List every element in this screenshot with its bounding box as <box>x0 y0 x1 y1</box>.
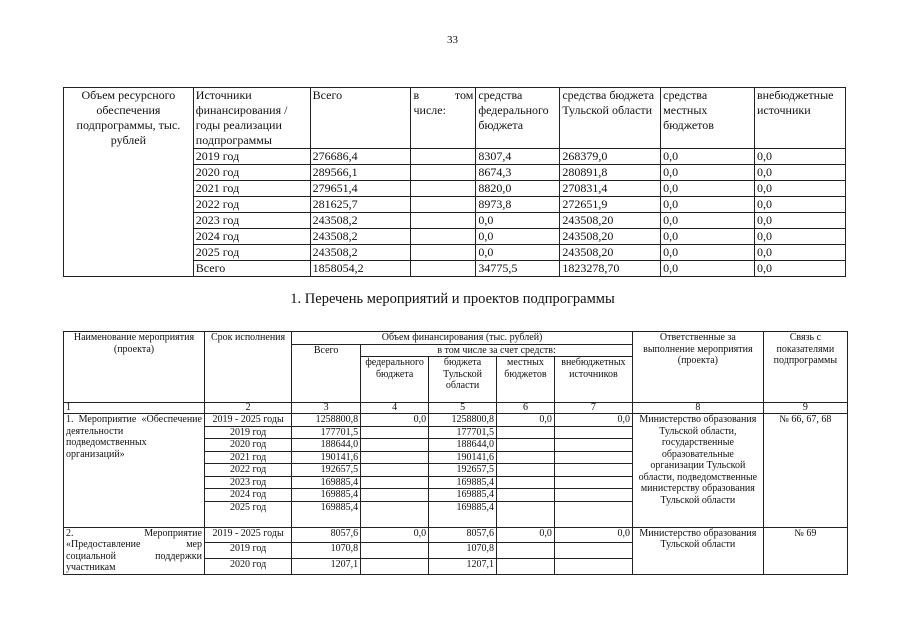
row-regional: 1823278,70 <box>560 261 661 277</box>
row-extra <box>554 439 632 452</box>
row-extra <box>554 464 632 477</box>
row-local <box>497 558 555 574</box>
header-total: Всего <box>310 88 411 149</box>
row-total: 289566,1 <box>310 165 411 181</box>
section-title: 1. Перечень мероприятий и проектов подпрограммы <box>290 291 615 307</box>
row-local: 0,0 <box>661 229 755 245</box>
row-total: 8057,6 <box>292 527 361 543</box>
row-total: 1858054,2 <box>310 261 411 277</box>
row-year: 2022 год <box>193 197 310 213</box>
col-number: 4 <box>361 403 429 414</box>
measure-2-name: 2. Мероприятие «Предоставление мер социальной поддержки участникам <box>64 527 205 574</box>
row-extra <box>554 426 632 439</box>
row-federal <box>361 464 429 477</box>
row-total: 177701,5 <box>292 426 361 439</box>
row-total: 281625,7 <box>310 197 411 213</box>
row-federal <box>361 543 429 559</box>
row-local: 0,0 <box>661 181 755 197</box>
col-number: 5 <box>429 403 497 414</box>
row-term: 2025 год <box>204 501 291 527</box>
row-total: 169885,4 <box>292 501 361 527</box>
row-extra <box>554 451 632 464</box>
row-federal: 0,0 <box>476 245 560 261</box>
row-year: 2023 год <box>193 213 310 229</box>
row-regional: 169885,4 <box>429 489 497 502</box>
row-federal <box>361 501 429 527</box>
row-local <box>497 451 555 464</box>
col-number: 8 <box>632 403 763 414</box>
row-regional: 192657,5 <box>429 464 497 477</box>
row-local <box>497 476 555 489</box>
header-volume: Объем финансирования (тыс. рублей) <box>292 332 633 345</box>
row-empty <box>411 197 476 213</box>
col-number: 3 <box>292 403 361 414</box>
row-empty <box>411 181 476 197</box>
row-federal <box>361 439 429 452</box>
row-federal: 0,0 <box>476 213 560 229</box>
row-empty <box>411 149 476 165</box>
row-total: 188644,0 <box>292 439 361 452</box>
row-federal: 0,0 <box>476 229 560 245</box>
row-local: 0,0 <box>497 527 555 543</box>
row-year: 2020 год <box>193 165 310 181</box>
col-number: 7 <box>554 403 632 414</box>
row-term: 2019 год <box>204 426 291 439</box>
row-regional: 169885,4 <box>429 476 497 489</box>
row-total: 243508,2 <box>310 229 411 245</box>
row-federal: 8307,4 <box>476 149 560 165</box>
row-regional: 169885,4 <box>429 501 497 527</box>
row-local: 0,0 <box>661 245 755 261</box>
row-extra <box>554 558 632 574</box>
table-row <box>64 527 848 543</box>
measures-table <box>63 331 848 575</box>
row-regional: 270831,4 <box>560 181 661 197</box>
row-extra: 0,0 <box>754 229 845 245</box>
row-empty <box>411 165 476 181</box>
row-local <box>497 501 555 527</box>
row-total: 243508,2 <box>310 245 411 261</box>
measure-1-responsible: Министерство образования Тульской области, государственные образовательные организации Тульской области, подведомственные министерству образования Тульской области <box>632 414 763 528</box>
row-year: 2024 год <box>193 229 310 245</box>
resource-label: Объем ресурсного обеспечения подпрограммы, тыс. рублей <box>64 88 194 277</box>
row-empty <box>411 245 476 261</box>
header-link: Связь с показателями подпрограммы <box>763 332 847 403</box>
row-year: 2019 год <box>193 149 310 165</box>
row-federal: 8973,8 <box>476 197 560 213</box>
row-federal: 8674,3 <box>476 165 560 181</box>
measure-1-name: 1. Мероприятие «Обеспечение деятельности подведомственных организаций» <box>64 414 205 528</box>
row-regional: 243508,20 <box>560 229 661 245</box>
row-regional: 1070,8 <box>429 543 497 559</box>
row-local: 0,0 <box>661 261 755 277</box>
header-federal: федерального бюджета <box>361 357 429 403</box>
row-federal <box>361 426 429 439</box>
row-term: 2019 год <box>204 543 291 559</box>
row-term: 2020 год <box>204 558 291 574</box>
col-number: 2 <box>204 403 291 414</box>
row-regional: 243508,20 <box>560 213 661 229</box>
header-responsible: Ответственные за выполнение мероприятия (проекта) <box>632 332 763 403</box>
row-extra <box>554 476 632 489</box>
row-local: 0,0 <box>497 414 555 427</box>
row-federal: 0,0 <box>361 527 429 543</box>
row-empty <box>411 261 476 277</box>
row-extra: 0,0 <box>754 261 845 277</box>
row-term: 2024 год <box>204 489 291 502</box>
row-extra <box>554 489 632 502</box>
row-term: 2019 - 2025 годы <box>204 527 291 543</box>
row-term: 2019 - 2025 годы <box>204 414 291 427</box>
row-regional: 177701,5 <box>429 426 497 439</box>
row-local: 0,0 <box>661 165 755 181</box>
row-empty <box>411 229 476 245</box>
col-number: 9 <box>763 403 847 414</box>
header-term: Срок исполнения <box>204 332 291 403</box>
measure-2-responsible: Министерство образования Тульской области <box>632 527 763 574</box>
header-regional: средства бюджета Тульской области <box>560 88 661 149</box>
row-extra: 0,0 <box>554 414 632 427</box>
row-extra: 0,0 <box>554 527 632 543</box>
row-federal: 8820,0 <box>476 181 560 197</box>
row-extra: 0,0 <box>754 165 845 181</box>
row-total: 279651,4 <box>310 181 411 197</box>
row-extra: 0,0 <box>754 245 845 261</box>
row-total: 1207,1 <box>292 558 361 574</box>
row-extra: 0,0 <box>754 181 845 197</box>
row-extra: 0,0 <box>754 213 845 229</box>
row-term: 2020 год <box>204 439 291 452</box>
header-total: Всего <box>292 344 361 403</box>
row-regional: 272651,9 <box>560 197 661 213</box>
row-federal <box>361 489 429 502</box>
row-local <box>497 489 555 502</box>
row-local <box>497 543 555 559</box>
row-local: 0,0 <box>661 149 755 165</box>
row-term: 2021 год <box>204 451 291 464</box>
row-federal <box>361 558 429 574</box>
row-local <box>497 439 555 452</box>
row-total: 192657,5 <box>292 464 361 477</box>
header-sources: Источники финансирования / годы реализации подпрограммы <box>193 88 310 149</box>
row-regional: 243508,20 <box>560 245 661 261</box>
measure-2-link: № 69 <box>763 527 847 574</box>
row-federal: 0,0 <box>361 414 429 427</box>
row-regional: 268379,0 <box>560 149 661 165</box>
header-extra: внебюджетные источники <box>754 88 845 149</box>
row-local: 0,0 <box>661 197 755 213</box>
row-extra <box>554 543 632 559</box>
resource-table <box>63 87 846 277</box>
row-total: 169885,4 <box>292 476 361 489</box>
row-extra: 0,0 <box>754 149 845 165</box>
row-total: 276686,4 <box>310 149 411 165</box>
row-regional: 1258800,8 <box>429 414 497 427</box>
row-empty <box>411 213 476 229</box>
header-local: средства местных бюджетов <box>661 88 755 149</box>
row-federal <box>361 451 429 464</box>
row-extra <box>554 501 632 527</box>
row-term: 2022 год <box>204 464 291 477</box>
page-number: 33 <box>447 34 458 46</box>
row-federal: 34775,5 <box>476 261 560 277</box>
row-year: 2025 год <box>193 245 310 261</box>
row-total: 1258800,8 <box>292 414 361 427</box>
row-local <box>497 464 555 477</box>
row-regional: 188644,0 <box>429 439 497 452</box>
row-federal <box>361 476 429 489</box>
row-total: 190141,6 <box>292 451 361 464</box>
header-federal: средства федерального бюджета <box>476 88 560 149</box>
row-total: 169885,4 <box>292 489 361 502</box>
measure-1-link: № 66, 67, 68 <box>763 414 847 528</box>
row-term: 2023 год <box>204 476 291 489</box>
header-extra: внебюджетных источников <box>554 357 632 403</box>
row-total: 243508,2 <box>310 213 411 229</box>
table-row <box>64 414 848 427</box>
row-extra: 0,0 <box>754 197 845 213</box>
row-year: 2021 год <box>193 181 310 197</box>
row-year: Всего <box>193 261 310 277</box>
column-numbers <box>64 403 848 414</box>
row-regional: 190141,6 <box>429 451 497 464</box>
col-number: 6 <box>497 403 555 414</box>
header-incl: в том числе за счет средств: <box>361 344 633 357</box>
row-regional: 8057,6 <box>429 527 497 543</box>
header-local: местных бюджетов <box>497 357 555 403</box>
header-name: Наименование мероприятия (проекта) <box>64 332 205 403</box>
row-local: 0,0 <box>661 213 755 229</box>
header-regional: бюджета Тульской области <box>429 357 497 403</box>
col-number: 1 <box>64 403 205 414</box>
row-regional: 280891,8 <box>560 165 661 181</box>
row-total: 1070,8 <box>292 543 361 559</box>
row-regional: 1207,1 <box>429 558 497 574</box>
header-incl: в том числе: <box>411 88 476 149</box>
row-local <box>497 426 555 439</box>
